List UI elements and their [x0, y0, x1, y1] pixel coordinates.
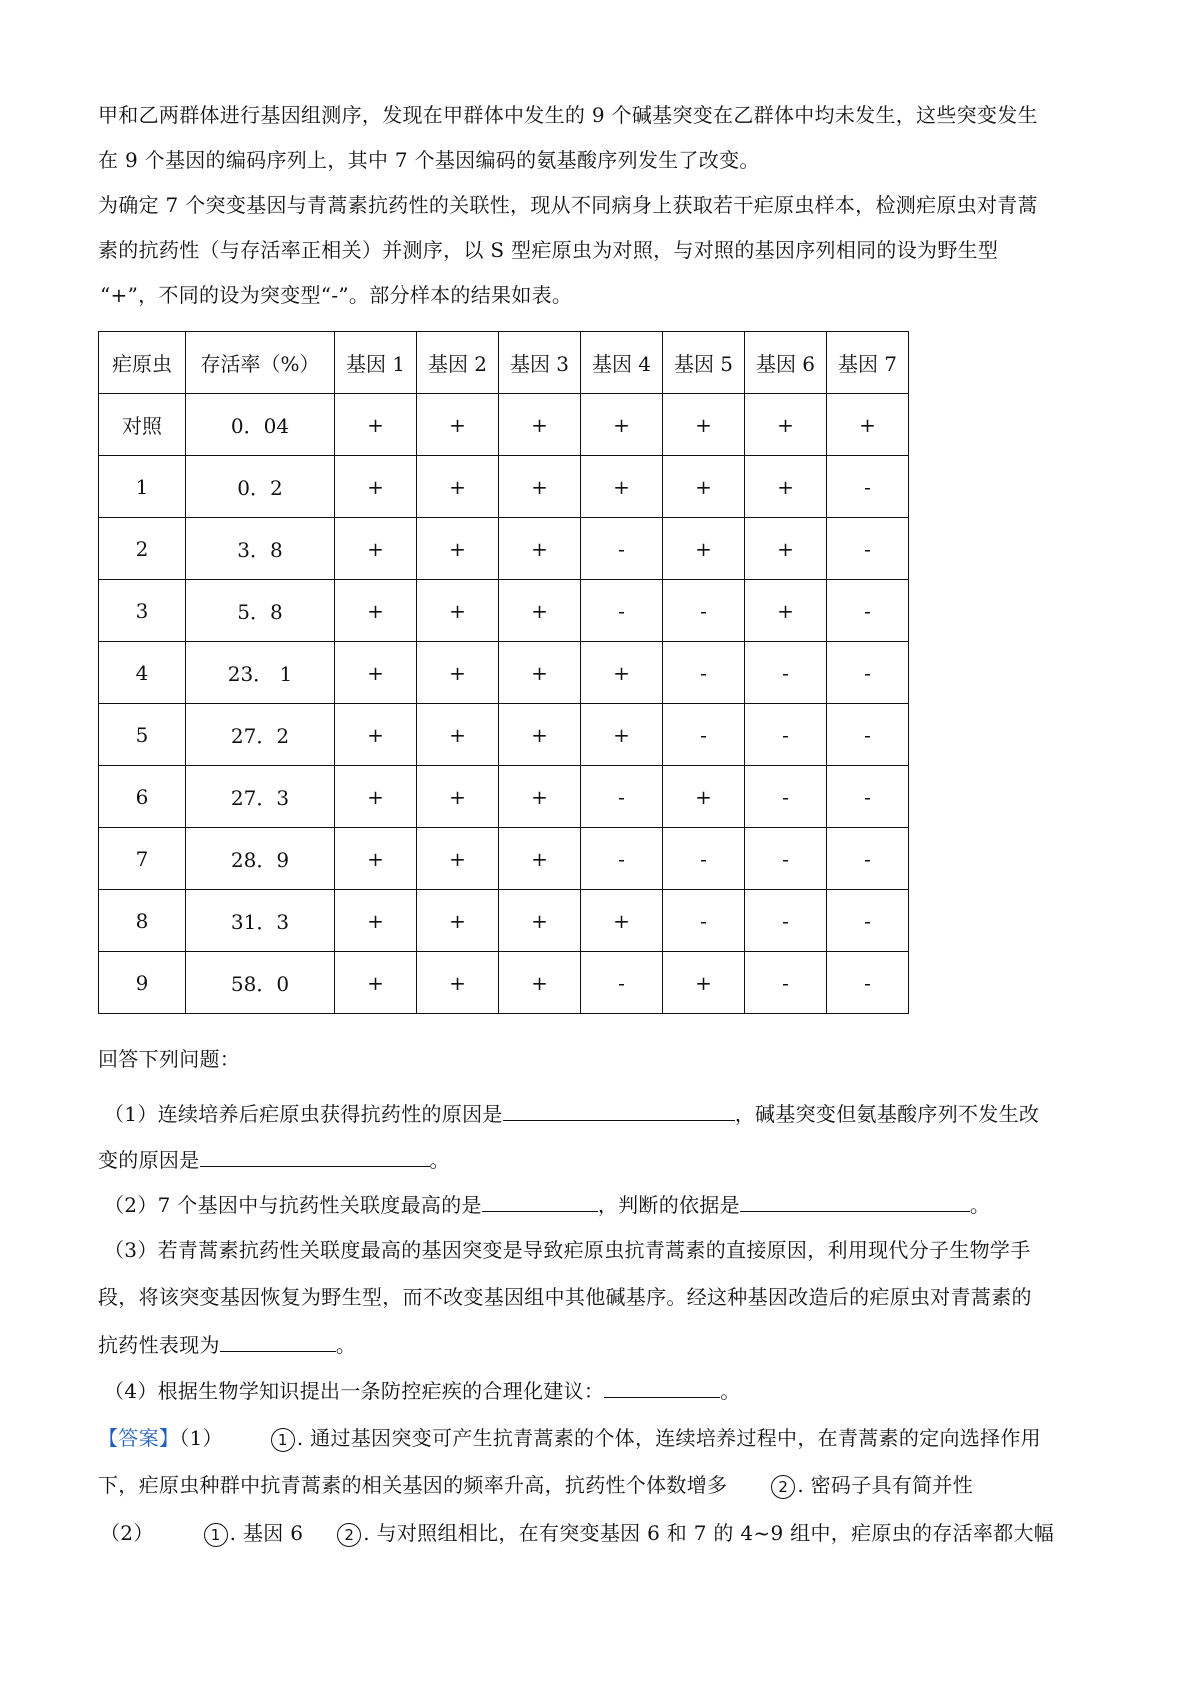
table-cell: -	[581, 952, 663, 1014]
table-header-cell: 基因 7	[827, 332, 909, 394]
table-row	[99, 456, 909, 518]
table-cell: -	[745, 766, 827, 828]
table-cell: -	[581, 766, 663, 828]
question-1	[104, 1098, 1039, 1128]
question-text: （2）7 个基因中与抗药性关联度最高的是	[104, 1193, 482, 1217]
paragraph-line: “+”，不同的设为突变型“-”。部分样本的结果如表。	[100, 283, 573, 307]
table-cell: +	[581, 704, 663, 766]
table-row	[99, 642, 909, 704]
table-header-cell: 基因 5	[663, 332, 745, 394]
table-header-cell: 基因 1	[335, 332, 417, 394]
table-cell: -	[581, 580, 663, 642]
question-text: 。	[429, 1148, 450, 1172]
table-cell: +	[417, 394, 499, 456]
question-text: ，碱基突变但氨基酸序列不发生改	[734, 1102, 1040, 1126]
answer-2	[100, 1519, 1054, 1547]
table-cell: +	[499, 704, 581, 766]
circled-number-icon: 1	[271, 1428, 295, 1452]
table-cell: 23． 1	[186, 642, 335, 704]
answer-text: 下，疟原虫种群中抗青蒿素的相关基因的频率升高，抗药性个体数增多	[98, 1473, 728, 1497]
table-cell: -	[663, 828, 745, 890]
table-cell: +	[581, 394, 663, 456]
table-cell: -	[827, 952, 909, 1014]
answer-blank[interactable]	[604, 1375, 720, 1398]
question-text: 。	[969, 1193, 991, 1217]
table-cell: 4	[99, 642, 186, 704]
answer-text: . 通过基因突变可产生抗青蒿素的个体，连续培养过程中，在青蒿素的定向选择作用	[296, 1426, 1041, 1450]
table-cell: -	[663, 890, 745, 952]
paragraph-line: 在 9 个基因的编码序列上，其中 7 个基因编码的氨基酸序列发生了改变。	[98, 148, 760, 172]
table-cell: +	[499, 828, 581, 890]
table-cell: +	[335, 394, 417, 456]
table-cell: +	[335, 456, 417, 518]
table-cell: +	[417, 518, 499, 580]
table-cell: +	[417, 890, 499, 952]
table-header-cell: 基因 2	[417, 332, 499, 394]
table-cell: +	[499, 580, 581, 642]
answer-text: . 与对照组相比，在有突变基因 6 和 7 的 4~9 组中，疟原虫的存活率都大幅	[363, 1521, 1055, 1545]
table-cell: +	[417, 580, 499, 642]
table-cell: 对照	[99, 394, 186, 456]
results-table	[98, 331, 909, 1014]
table-cell: +	[417, 952, 499, 1014]
table-cell: -	[663, 642, 745, 704]
question-2	[104, 1189, 990, 1219]
table-row	[99, 518, 909, 580]
table-cell: 5	[99, 704, 186, 766]
table-cell: +	[335, 890, 417, 952]
table-row	[99, 828, 909, 890]
table-cell: +	[745, 518, 827, 580]
circled-number-icon: 1	[204, 1523, 228, 1547]
table-row	[99, 952, 909, 1014]
table-cell: +	[663, 952, 745, 1014]
table-row	[99, 890, 909, 952]
table-cell: +	[499, 518, 581, 580]
table-cell: +	[745, 456, 827, 518]
table-cell: +	[335, 766, 417, 828]
table-cell: +	[581, 456, 663, 518]
answer-num: （1）	[179, 1426, 223, 1450]
table-cell: +	[335, 828, 417, 890]
circled-number-icon: 2	[771, 1475, 795, 1499]
table-cell: 2	[99, 518, 186, 580]
table-cell: +	[663, 518, 745, 580]
table-cell: -	[827, 890, 909, 952]
table-cell: -	[663, 704, 745, 766]
table-row	[99, 580, 909, 642]
table-cell: +	[499, 890, 581, 952]
table-cell: -	[827, 456, 909, 518]
answer-tag: 【答案】	[98, 1426, 180, 1450]
question-4	[104, 1375, 741, 1405]
table-cell: +	[417, 456, 499, 518]
answer-1	[98, 1424, 1041, 1452]
answer-1-cont	[98, 1471, 973, 1499]
table-cell: +	[499, 394, 581, 456]
paragraph-line: 素的抗药性（与存活率正相关）并测序，以 S 型疟原虫为对照，与对照的基因序列相同的设为野生型	[98, 238, 999, 262]
table-cell: +	[417, 704, 499, 766]
table-header-cell: 基因 3	[499, 332, 581, 394]
table-cell: +	[335, 518, 417, 580]
answer-blank[interactable]	[482, 1189, 598, 1212]
table-header-cell: 基因 6	[745, 332, 827, 394]
table-cell: +	[417, 766, 499, 828]
question-text: 。	[720, 1379, 741, 1403]
table-cell: 3．8	[186, 518, 335, 580]
table-cell: +	[581, 642, 663, 704]
table-cell: +	[417, 642, 499, 704]
table-cell: 0．2	[186, 456, 335, 518]
table-cell: 5．8	[186, 580, 335, 642]
table-cell: 1	[99, 456, 186, 518]
question-1-cont	[98, 1144, 450, 1174]
question-text: （4）根据生物学知识提出一条防控疟疾的合理化建议：	[104, 1379, 605, 1403]
table-cell: -	[745, 952, 827, 1014]
table-cell: 3	[99, 580, 186, 642]
table-cell: -	[745, 642, 827, 704]
table-cell: -	[827, 518, 909, 580]
table-cell: +	[581, 890, 663, 952]
table-cell: -	[663, 580, 745, 642]
table-cell: -	[581, 518, 663, 580]
table-cell: 8	[99, 890, 186, 952]
table-cell: +	[335, 580, 417, 642]
table-header-cell: 基因 4	[581, 332, 663, 394]
paragraph-line: 甲和乙两群体进行基因组测序，发现在甲群体中发生的 9 个碱基突变在乙群体中均未发生，这些突变发生	[98, 103, 1038, 127]
table-cell: -	[745, 890, 827, 952]
question-text: 。	[335, 1333, 357, 1357]
question-text: ，判断的依据是	[597, 1193, 740, 1217]
question-text: 抗药性表现为	[98, 1333, 220, 1357]
table-cell: +	[499, 642, 581, 704]
table-cell: +	[335, 642, 417, 704]
answer-text: . 基因 6	[229, 1521, 304, 1545]
table-cell: 9	[99, 952, 186, 1014]
table-cell: +	[335, 952, 417, 1014]
table-cell: +	[663, 456, 745, 518]
table-cell: +	[663, 766, 745, 828]
table-cell: +	[499, 766, 581, 828]
table-cell: +	[827, 394, 909, 456]
table-row	[99, 766, 909, 828]
table-cell: -	[745, 704, 827, 766]
table-cell: 27．2	[186, 704, 335, 766]
table-cell: +	[745, 394, 827, 456]
answer-num: （2）	[100, 1521, 154, 1545]
answer-blank[interactable]	[200, 1144, 430, 1167]
table-cell: -	[827, 766, 909, 828]
table-cell: 6	[99, 766, 186, 828]
table-cell: -	[827, 642, 909, 704]
table-header-cell: 存活率（%）	[186, 332, 335, 394]
question-3: （3）若青蒿素抗药性关联度最高的基因突变是导致疟原虫抗青蒿素的直接原因，利用现代分子生物学手	[104, 1238, 1031, 1262]
question-text: 变的原因是	[98, 1148, 200, 1172]
question-3-end	[98, 1329, 356, 1359]
circled-number-icon: 2	[337, 1523, 361, 1547]
table-cell: 7	[99, 828, 186, 890]
answer-text: . 密码子具有简并性	[797, 1473, 974, 1497]
table-cell: -	[827, 828, 909, 890]
table-cell: -	[827, 704, 909, 766]
table-cell: -	[745, 828, 827, 890]
paragraph-line: 为确定 7 个突变基因与青蒿素抗药性的关联性，现从不同病身上获取若干疟原虫样本，检测疟原虫对青蒿	[98, 193, 1038, 217]
table-cell: +	[499, 952, 581, 1014]
question-3-cont: 段，将该突变基因恢复为野生型，而不改变基因组中其他碱基序。经这种基因改造后的疟原虫对青蒿素的	[98, 1285, 1032, 1309]
table-row	[99, 394, 909, 456]
questions-intro: 回答下列问题：	[98, 1047, 241, 1071]
answer-blank[interactable]	[220, 1329, 336, 1352]
table-header-row	[99, 332, 909, 394]
table-cell: +	[335, 704, 417, 766]
table-cell: 27．3	[186, 766, 335, 828]
table-cell: -	[827, 580, 909, 642]
table-cell: +	[663, 394, 745, 456]
table-header-cell: 疟原虫	[99, 332, 186, 394]
answer-blank[interactable]	[503, 1098, 735, 1121]
answer-blank[interactable]	[740, 1189, 970, 1212]
table-cell: 0．04	[186, 394, 335, 456]
table-cell: 31．3	[186, 890, 335, 952]
table-cell: 58．0	[186, 952, 335, 1014]
table-cell: +	[417, 828, 499, 890]
question-text: （1）连续培养后疟原虫获得抗药性的原因是	[104, 1102, 503, 1126]
table-row	[99, 704, 909, 766]
table-cell: +	[745, 580, 827, 642]
table-cell: 28．9	[186, 828, 335, 890]
table-cell: -	[581, 828, 663, 890]
table-cell: +	[499, 456, 581, 518]
